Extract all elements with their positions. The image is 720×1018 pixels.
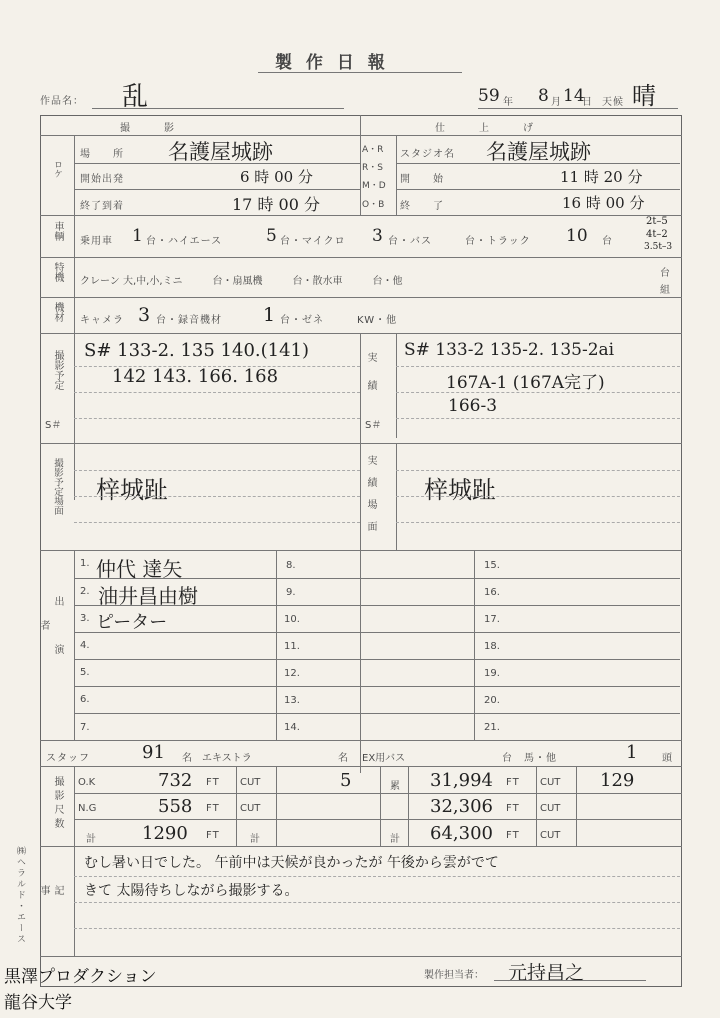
date-year-unit: 年 bbox=[503, 97, 514, 108]
printer-mark: ㈱ヘラルド・エース bbox=[15, 846, 25, 945]
date-day: 14 bbox=[563, 86, 585, 106]
staff-unit: 名 bbox=[182, 753, 193, 764]
cast-num: 17. bbox=[484, 614, 500, 625]
cast-num: 21. bbox=[484, 722, 500, 733]
cum-cut-value: 129 bbox=[600, 770, 635, 791]
page-title: 製 作 日 報 bbox=[275, 53, 389, 73]
total-footage: 1290 bbox=[142, 823, 188, 844]
total-cut-label: 計 bbox=[250, 834, 261, 845]
code-rs: R・S bbox=[362, 163, 383, 173]
special-right-2: 組 bbox=[660, 285, 671, 296]
footage-label: 撮影尺数 bbox=[52, 776, 63, 832]
vehicles-label: 車輌 bbox=[52, 221, 63, 241]
finish-label: 終 了 bbox=[400, 201, 444, 212]
cast-num: 1. bbox=[80, 558, 90, 569]
end-label: 終了到着 bbox=[80, 201, 124, 212]
cum-total-cut-label: CUT bbox=[540, 830, 561, 841]
code-ob: O・B bbox=[362, 200, 385, 210]
cum-ng-cut-label: CUT bbox=[540, 803, 561, 814]
ok-footage: 732 bbox=[158, 770, 193, 791]
location-actual-label: 実績場面 bbox=[365, 455, 376, 543]
loc-label: ロケ bbox=[52, 160, 62, 178]
cast-num: 9. bbox=[286, 587, 296, 598]
truck-count: 10 bbox=[566, 226, 588, 246]
equipment-label: 機材 bbox=[52, 302, 63, 322]
ok-ft: FT bbox=[206, 777, 220, 788]
manager-name: 元持昌之 bbox=[508, 962, 585, 984]
cum-total-label: 計 bbox=[390, 834, 401, 845]
cum-ng-footage: 32,306 bbox=[430, 796, 493, 817]
work-name-label: 作品名： bbox=[40, 96, 84, 107]
scene-plan-line2: 142 143. 166. 168 bbox=[112, 366, 279, 387]
equipment-text2: 台・録音機材 bbox=[156, 315, 222, 326]
date-day-unit: 日 bbox=[582, 97, 593, 108]
vehicles-text1: 乗用車 bbox=[80, 236, 113, 247]
begin-value: 11 時 20 分 bbox=[560, 168, 643, 186]
total-ft: FT bbox=[206, 830, 220, 841]
cast-num: 16. bbox=[484, 587, 500, 598]
ng-ft: FT bbox=[206, 803, 220, 814]
date-month-unit: 月 bbox=[551, 97, 562, 108]
vehicles-text4: 台・バス 台・トラック bbox=[388, 236, 531, 247]
ex-bus-label: EX用バス bbox=[362, 753, 406, 764]
special-text: クレーン 大,中,小,ミニ 台・扇風機 台・散水車 台・他 bbox=[80, 276, 403, 287]
start-value: 6 時 00 分 bbox=[240, 168, 313, 186]
cast-num: 8. bbox=[286, 560, 296, 571]
truck-note-2: 4t–2 bbox=[646, 229, 668, 240]
code-md: M・D bbox=[362, 181, 386, 191]
ex-bus-unit: 台 bbox=[502, 753, 513, 764]
notes-label: 記事 bbox=[38, 885, 63, 937]
cast-num: 6. bbox=[80, 694, 90, 705]
watermark-line-2: 龍谷大学 bbox=[4, 993, 72, 1013]
cast-num: 3. bbox=[80, 613, 90, 624]
equipment-text3: 台・ゼネ KW・他 bbox=[280, 315, 398, 326]
scene-plan-label: 撮影予定 bbox=[52, 350, 63, 390]
scene-actual-line1: S# 133-2 135-2. 135-2ai bbox=[404, 340, 615, 360]
cast-num: 13. bbox=[284, 695, 300, 706]
cast-label: 出演者 bbox=[38, 596, 63, 692]
cast-num: 12. bbox=[284, 668, 300, 679]
cast-num: 20. bbox=[484, 695, 500, 706]
ok-label: O.K bbox=[78, 777, 96, 788]
start-label: 開始出発 bbox=[80, 174, 124, 185]
truck-note-3: 3.5t–3 bbox=[644, 242, 673, 252]
location-plan-value: 梓城趾 bbox=[96, 476, 168, 504]
begin-label: 開 始 bbox=[400, 174, 444, 185]
equipment-text1: キャメラ bbox=[80, 315, 124, 326]
cast-num: 15. bbox=[484, 560, 500, 571]
extra-label: エキストラ bbox=[202, 753, 252, 764]
ng-footage: 558 bbox=[158, 796, 193, 817]
cast-num: 11. bbox=[284, 641, 300, 652]
ng-cut-label: CUT bbox=[240, 803, 261, 814]
cast-num: 5. bbox=[80, 667, 90, 678]
studio-label: スタジオ名 bbox=[400, 149, 455, 160]
special-right-1: 台 bbox=[660, 268, 671, 279]
end-value: 17 時 00 分 bbox=[232, 195, 320, 214]
cast-num: 4. bbox=[80, 640, 90, 651]
horse-unit: 頭 bbox=[662, 753, 673, 764]
horse-label: 馬・他 bbox=[524, 753, 557, 764]
ok-cut-label: CUT bbox=[240, 777, 261, 788]
car-count: 1 bbox=[132, 226, 143, 246]
scene-plan-line1: S# 133-2. 135 140.(141) bbox=[84, 340, 310, 361]
cast-num: 10. bbox=[284, 614, 300, 625]
cum-ng-ft: FT bbox=[506, 803, 520, 814]
scene-actual-label: 実績 bbox=[365, 352, 376, 408]
cast-num: 18. bbox=[484, 641, 500, 652]
scene-plan-sharp: S＃ bbox=[45, 420, 62, 431]
work-name-value: 乱 bbox=[122, 82, 149, 112]
vehicles-text2: 台・ハイエース bbox=[146, 236, 223, 247]
scene-actual-line2: 167A-1 (167A完了) bbox=[446, 373, 605, 393]
weather-label: 天候 bbox=[602, 97, 624, 108]
cum-ok-ft: FT bbox=[506, 777, 520, 788]
special-label: 特機 bbox=[52, 262, 63, 282]
date-year: 59 bbox=[478, 86, 500, 106]
shoot-header: 撮 影 bbox=[120, 123, 175, 134]
studio-value: 名護屋城跡 bbox=[486, 140, 591, 164]
place-label: 場 所 bbox=[80, 149, 124, 160]
cum-total-footage: 64,300 bbox=[430, 823, 493, 844]
ok-cut-value: 5 bbox=[340, 770, 352, 791]
cast-member: ピーター bbox=[96, 612, 168, 633]
truck-note-1: 2t–5 bbox=[646, 216, 668, 227]
cast-member: 仲代 達矢 bbox=[96, 557, 183, 581]
cum-ok-footage: 31,994 bbox=[430, 770, 493, 791]
code-ar: A・R bbox=[362, 145, 384, 155]
scene-actual-line3: 166-3 bbox=[448, 396, 498, 416]
recorder-count: 1 bbox=[263, 304, 276, 326]
cast-num: 2. bbox=[80, 586, 90, 597]
finish-value: 16 時 00 分 bbox=[562, 194, 645, 212]
extra-unit: 名 bbox=[338, 753, 349, 764]
location-plan-label: 撮影予定場面 bbox=[52, 458, 63, 515]
vehicles-text3: 台・マイクロ bbox=[280, 236, 346, 247]
cum-ok-cut-label: CUT bbox=[540, 777, 561, 788]
cast-num: 19. bbox=[484, 668, 500, 679]
weather-value: 晴 bbox=[632, 82, 656, 110]
staff-label: スタッフ bbox=[46, 753, 90, 764]
cast-num: 14. bbox=[284, 722, 300, 733]
camera-count: 3 bbox=[138, 304, 151, 326]
place-value: 名護屋城跡 bbox=[168, 140, 273, 164]
total-label: 計 bbox=[86, 834, 97, 845]
cum-total-ft: FT bbox=[506, 830, 520, 841]
scene-actual-sharp: S＃ bbox=[365, 420, 382, 431]
hiace-count: 5 bbox=[266, 226, 277, 246]
manager-label: 製作担当者： bbox=[424, 970, 484, 981]
location-actual-value: 梓城趾 bbox=[424, 476, 496, 504]
ng-label: N.G bbox=[78, 803, 97, 814]
micro-count: 3 bbox=[372, 226, 383, 246]
vehicles-text5: 台 bbox=[602, 236, 613, 247]
staff-count: 91 bbox=[142, 742, 165, 763]
cum-label: 累 bbox=[390, 781, 401, 792]
notes-line-1: むし暑い日でした。 午前中は天候が良かったが 午後から雲がでて bbox=[84, 855, 499, 871]
cast-num: 7. bbox=[80, 722, 90, 733]
watermark-line-1: 黒澤プロダクション bbox=[4, 967, 157, 987]
date-month: 8 bbox=[538, 86, 549, 106]
notes-line-2: きて 太陽待ちしながら撮影する。 bbox=[84, 883, 299, 899]
cast-member: 油井昌由樹 bbox=[98, 584, 198, 608]
horse-count: 1 bbox=[626, 742, 638, 763]
finish-header: 仕 上 げ bbox=[435, 123, 534, 134]
